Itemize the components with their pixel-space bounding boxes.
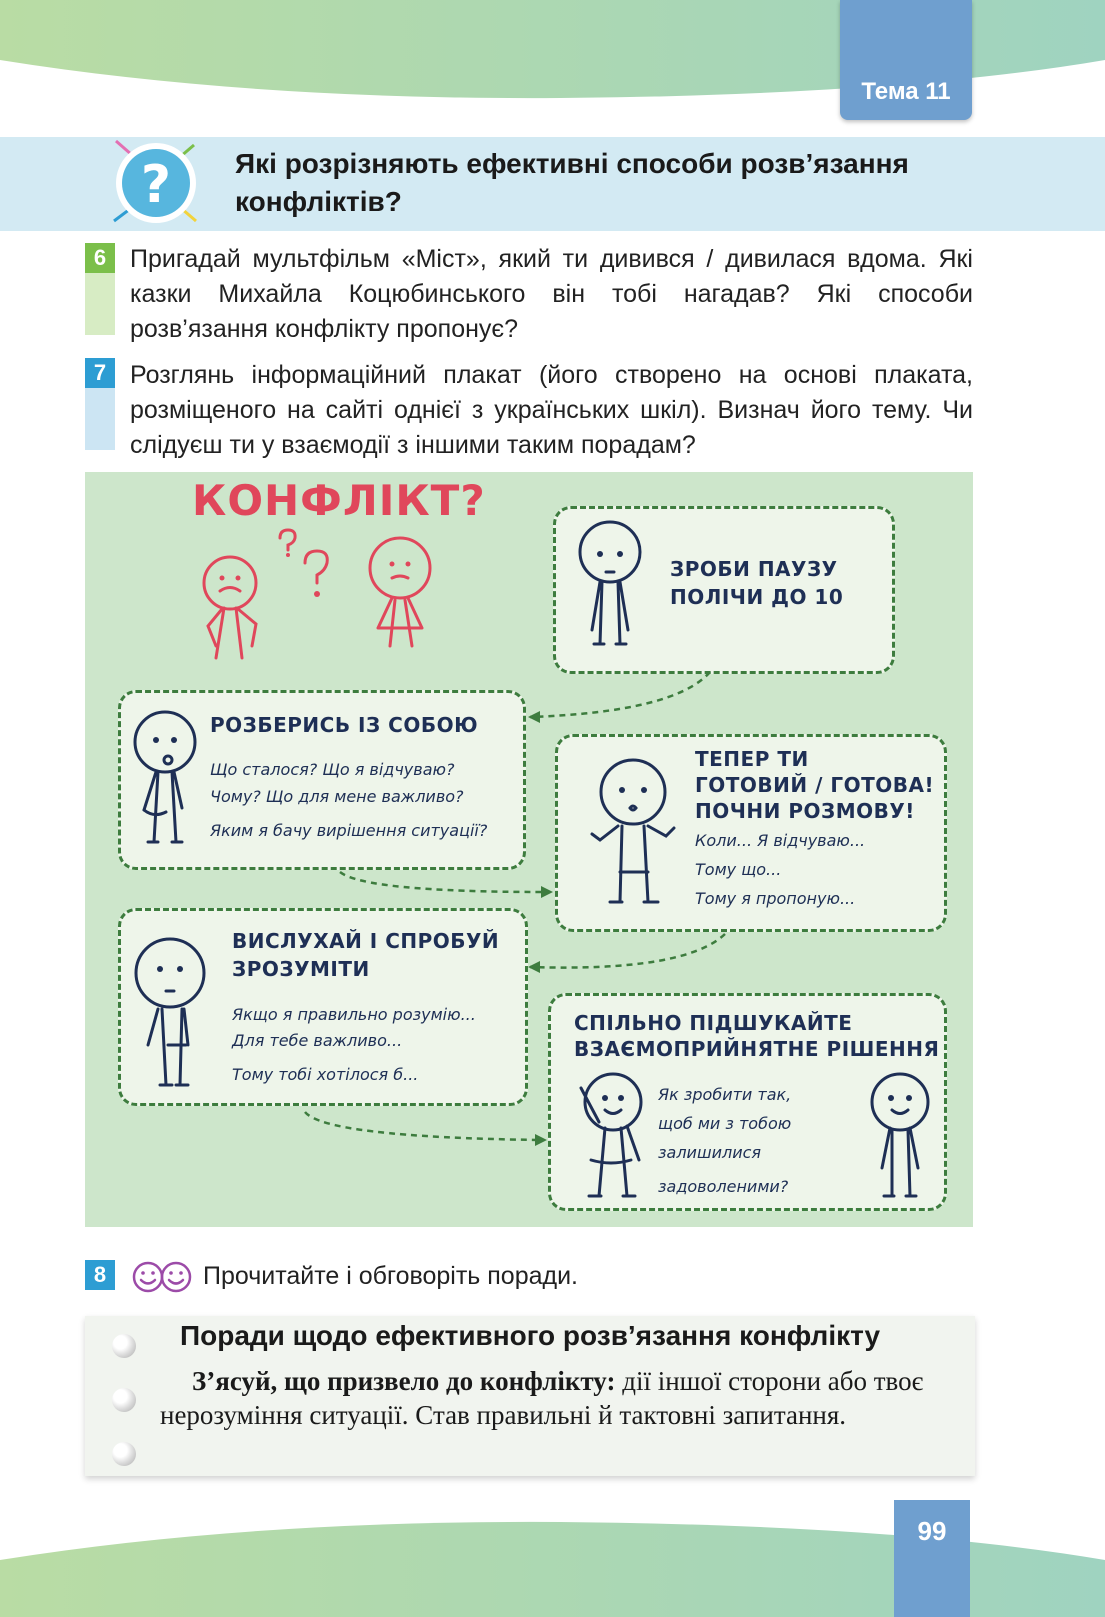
task-8-number: 8 [85,1260,115,1290]
arrow-listen-to-solution [305,1112,540,1140]
listen-title-2: ЗРОЗУМІТИ [232,957,370,981]
svg-text:?: ? [140,155,172,215]
solution-title-1: СПІЛЬНО ПІДШУКАЙТЕ [574,1011,853,1035]
question-mark-icon [108,135,204,231]
pause-title-1: ЗРОБИ ПАУЗУ [670,557,838,581]
self-line-1: Що сталося? Що я відчуваю? [210,760,455,779]
task-6-text: Пригадай мультфільм «Міст», який ти дивився / дивилася вдома. Які казки Михайла Коцюбинського він тобі нагадав? Які способи розв’язання конфлікту пропонує? [130,245,973,343]
tips-title: Поради щодо ефективного розв’язання конфлікту [180,1320,881,1351]
task-7-text: Розглянь інформаційний плакат (його створено на основі плаката, розміщеного на сайті однієї з українських шкіл). Визнач його тему. Чи слідуєш ти у взаємодії з іншими таким порадам? [130,361,973,459]
tips-lead: З’ясуй, що призвело до конфлікту: [192,1366,616,1396]
bullet-icon [112,1388,136,1412]
pair-work-icon [130,1260,196,1294]
listen-line-2: Для тебе важливо... [232,1031,403,1050]
task-6-number: 6 [85,243,115,273]
ready-title-1: ТЕПЕР ТИ [695,747,809,771]
arrow-self-to-ready [340,872,545,892]
task-7-number: 7 [85,358,115,388]
pause-title-2: ПОЛІЧИ ДО 10 [670,585,844,609]
ready-line-1: Коли... Я відчуваю... [695,831,866,850]
listen-title-1: ВИСЛУХАЙ І СПРОБУЙ [232,929,500,953]
arrow-ready-to-listen [530,934,725,968]
ready-line-3: Тому я пропоную... [695,889,856,908]
task-8-text: Прочитайте і обговоріть поради. [203,1262,578,1290]
solution-title-2: ВЗАЄМОПРИЙНЯТНЕ РІШЕННЯ [574,1037,940,1061]
topic-label: Тема 11 [861,78,951,105]
bullet-icon [112,1442,136,1466]
task-6-bar [85,273,115,335]
tips-text: дії іншої сторони або твоє нерозуміння ситуації. Став правильні й тактовні запитання. [160,1366,924,1430]
solution-line-4: задоволеними? [658,1177,789,1196]
tips-body [160,1364,925,1432]
poster-title: КОНФЛІКТ? [192,476,486,525]
ready-title-3: ПОЧНИ РОЗМОВУ! [695,799,915,823]
flow-arrows [85,472,973,1227]
self-line-2: Чому? Що для мене важливо? [210,787,464,806]
arrow-pause-to-self [530,672,710,717]
page-number: 99 [894,1500,970,1617]
question-title: Які розрізняють ефективні способи розв’язання конфліктів? [235,148,909,217]
topic-tab [840,0,972,120]
ready-title-2: ГОТОВИЙ / ГОТОВА! [695,773,935,797]
task-7-bar [85,388,115,450]
bullet-icon [112,1334,136,1358]
ready-line-2: Тому що... [695,860,782,879]
solution-line-3: залишилися [658,1143,762,1162]
solution-line-2: щоб ми з тобою [658,1114,792,1133]
listen-line-3: Тому тобі хотілося б... [232,1065,419,1084]
self-title: РОЗБЕРИСЬ ІЗ СОБОЮ [210,713,479,737]
listen-line-1: Якщо я правильно розумію... [232,1005,476,1024]
solution-line-1: Як зробити так, [658,1085,792,1104]
self-line-3: Яким я бачу вирішення ситуації? [210,821,488,840]
